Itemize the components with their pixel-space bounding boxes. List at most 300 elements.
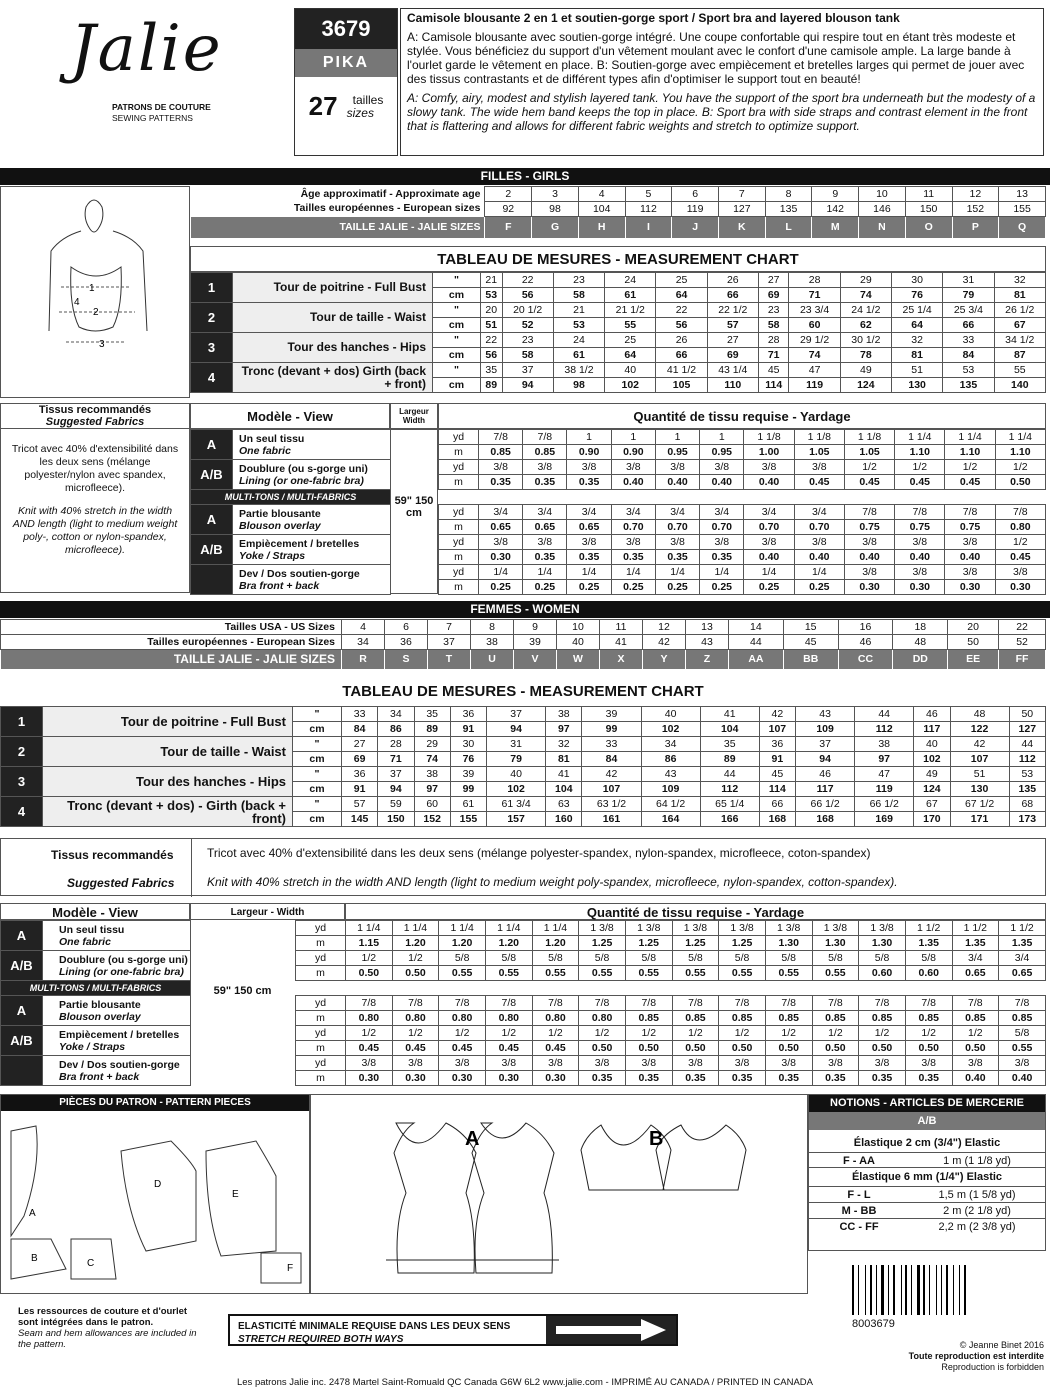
yardage-cell: 1/2 — [895, 460, 945, 475]
yardage-cell: 1/4 — [700, 565, 744, 580]
unit-cell: m — [296, 1011, 346, 1026]
measure-cell: 97 — [414, 782, 450, 797]
measure-cell: 71 — [758, 348, 788, 363]
yardage-cell: 3/4 — [700, 505, 744, 520]
girls-chart-title: TABLEAU DE MESURES - MEASUREMENT CHART — [190, 246, 1046, 272]
eu-cell: 135 — [765, 202, 812, 217]
measure-cell: 87 — [994, 348, 1045, 363]
women-size-cell: U — [471, 650, 514, 670]
measure-cell: 43 — [796, 707, 855, 722]
measure-cell: 61 — [553, 348, 604, 363]
measure-cell: 170 — [914, 812, 950, 827]
yardage-label-en: Bra front + back — [59, 1070, 140, 1083]
women-size-cell: Z — [686, 650, 729, 670]
yardage-cell: 0.85 — [672, 1011, 719, 1026]
barcode-bar — [891, 1265, 892, 1315]
unit-cell: m — [296, 1071, 346, 1086]
measure-cell: 50 — [1009, 707, 1045, 722]
yardage-cell: 7/8 — [952, 996, 999, 1011]
barcode-bar — [967, 1265, 968, 1315]
measure-cell: 76 — [892, 288, 943, 303]
yardage-cell: 7/8 — [999, 996, 1046, 1011]
yardage-cell: 0.25 — [611, 580, 655, 595]
measure-cell: 168 — [796, 812, 855, 827]
unit-cell: m — [439, 580, 479, 595]
measure-cell: 99 — [450, 782, 486, 797]
women-size-cell: 12 — [643, 620, 686, 635]
yardage-cell: 0.25 — [744, 580, 794, 595]
women-size-label: Tailles USA - US Sizes — [1, 620, 342, 635]
measure-cell: 20 1/2 — [502, 303, 553, 318]
measure-cell: 40 — [605, 363, 656, 378]
yardage-cell: 0.45 — [895, 475, 945, 490]
yardage-cell: 1 3/8 — [672, 921, 719, 936]
yardage-cell: 5/8 — [485, 951, 532, 966]
measure-cell: 67 — [994, 318, 1045, 333]
pattern-pieces-icon — [1, 1111, 309, 1293]
measure-cell: 26 1/2 — [994, 303, 1045, 318]
yardage-cell: 0.85 — [812, 1011, 859, 1026]
yardage-cell: 3/8 — [532, 1056, 579, 1071]
yardage-cell: 1/2 — [952, 1026, 999, 1041]
yardage-cell: 3/4 — [794, 505, 844, 520]
yardage-label — [43, 1056, 191, 1086]
women-size-cell: 4 — [342, 620, 385, 635]
yardage-cell: 3/8 — [812, 1056, 859, 1071]
measure-cell: 67 1/2 — [950, 797, 1009, 812]
unit-cell: yd — [439, 460, 479, 475]
measure-cell: 42 — [950, 737, 1009, 752]
measure-cell: 161 — [582, 812, 641, 827]
unit-cell: yd — [296, 1056, 346, 1071]
yardage-cell: 1 1/8 — [794, 430, 844, 445]
logo-subtitle — [112, 102, 211, 124]
width-spacer — [391, 460, 439, 490]
elastic-length: 1,5 m (1 5/8 yd) — [938, 1189, 1016, 1201]
age-cell: 9 — [812, 187, 859, 202]
yardage-cell: 0.65 — [479, 520, 523, 535]
measure-cell: 107 — [582, 782, 641, 797]
measure-number: 1 — [1, 707, 43, 737]
women-size-cell: FF — [999, 650, 1046, 670]
measure-cell: 89 — [481, 378, 503, 393]
measure-cell: 32 — [994, 273, 1045, 288]
measure-cell: 34 — [641, 737, 700, 752]
measure-cell: 56 — [656, 318, 707, 333]
measure-cell: 127 — [1009, 722, 1045, 737]
unit-cell: cm — [433, 288, 481, 303]
measure-cell: 79 — [943, 288, 994, 303]
yardage-cell: 1/4 — [744, 565, 794, 580]
barcode-bar — [878, 1265, 879, 1315]
women-size-cell: 46 — [838, 635, 893, 650]
women-size-cell: 10 — [557, 620, 600, 635]
measure-cell: 124 — [914, 782, 950, 797]
yardage-cell: 7/8 — [346, 996, 393, 1011]
unit-cell: " — [433, 273, 481, 288]
measure-cell: 21 — [553, 303, 604, 318]
yardage-label — [43, 1026, 191, 1056]
yardage-label — [233, 565, 391, 595]
yardage-cell: 5/8 — [439, 951, 486, 966]
yardage-cell: 1/4 — [567, 565, 611, 580]
yardage-cell: 1 — [611, 430, 655, 445]
yardage-label-fr: Empiècement / bretelles — [239, 537, 360, 550]
yardage-cell: 0.85 — [719, 1011, 766, 1026]
measure-cell: 43 — [641, 767, 700, 782]
seam-note-en: Seam and hem allowances are included in the pattern. — [18, 1328, 197, 1350]
barcode-bar — [955, 1265, 958, 1315]
yardage-label — [233, 460, 391, 490]
yardage-cell: 0.25 — [523, 580, 567, 595]
notions-sub: A/B — [809, 1112, 1045, 1130]
measure-cell: 39 — [450, 767, 486, 782]
women-size-cell: Y — [643, 650, 686, 670]
unit-cell: m — [296, 1041, 346, 1056]
yardage-cell: 3/8 — [844, 565, 894, 580]
yardage-cell: 0.70 — [655, 520, 699, 535]
yardage-cell: 0.70 — [794, 520, 844, 535]
unit-cell: " — [293, 707, 342, 722]
description-en: A: Comfy, airy, modest and stylish layered tank. You have the support of the sport bra underneath but the modesty of a slowy tank. The wide hem band keeps the top in place. B: Sport bra with side straps and contrast element in the front that is flattering and allows for different fabric weights and stretch to optimize support. — [407, 91, 1036, 133]
measure-cell: 110 — [707, 378, 758, 393]
yardage-cell: 0.55 — [672, 966, 719, 981]
yardage-cell: 1/4 — [611, 565, 655, 580]
age-cell: 5 — [625, 187, 672, 202]
measure-label: Tour de taille - Waist — [43, 737, 293, 767]
yardage-cell: 0.80 — [392, 1011, 439, 1026]
women-size-cell: 9 — [514, 620, 557, 635]
measure-cell: 25 1/4 — [892, 303, 943, 318]
girls-meas-table — [190, 272, 1046, 393]
measure-cell: 164 — [641, 812, 700, 827]
measure-cell: 34 1/2 — [994, 333, 1045, 348]
unit-cell: " — [433, 303, 481, 318]
yardage-label-en: Bra front + back — [239, 579, 320, 592]
yardage-cell: 3/8 — [346, 1056, 393, 1071]
measure-cell: 58 — [758, 318, 788, 333]
yardage-cell: 3/8 — [794, 460, 844, 475]
unit-cell: cm — [433, 318, 481, 333]
measure-cell: 84 — [943, 348, 994, 363]
measure-cell: 23 3/4 — [789, 303, 840, 318]
girls-yardage-header: Quantité de tissu requise - Yardage — [438, 403, 1046, 429]
yardage-cell: 7/8 — [485, 996, 532, 1011]
garment-sketch-icon — [311, 1095, 807, 1293]
yardage-cell: 1/2 — [719, 1026, 766, 1041]
women-yard-table — [0, 920, 1046, 1086]
measure-cell: 102 — [914, 752, 950, 767]
measure-cell: 33 — [943, 333, 994, 348]
barcode-bar — [962, 1265, 963, 1315]
unit-cell: m — [296, 966, 346, 981]
measure-number: 3 — [1, 767, 43, 797]
women-width-value: 59" 150 cm — [213, 985, 272, 997]
description-box — [400, 8, 1044, 156]
unit-cell: yd — [439, 535, 479, 550]
yardage-cell: 5/8 — [625, 951, 672, 966]
yardage-cell: 1 1/4 — [995, 430, 1045, 445]
measure-cell: 32 — [892, 333, 943, 348]
women-size-cell: 22 — [999, 620, 1046, 635]
measure-cell: 166 — [700, 812, 759, 827]
yardage-cell: 3/8 — [567, 460, 611, 475]
measure-cell: 21 — [481, 273, 503, 288]
yardage-cell: 0.35 — [579, 1071, 626, 1086]
yardage-cell: 1.35 — [905, 936, 952, 951]
girls-section-header: FILLES - GIRLS — [0, 168, 1050, 185]
width-spacer — [391, 505, 439, 535]
yardage-cell: 0.30 — [995, 580, 1045, 595]
barcode-bar — [893, 1265, 895, 1315]
measure-cell: 57 — [342, 797, 378, 812]
women-view-header: Modèle - View — [0, 903, 190, 920]
age-cell: 12 — [952, 187, 999, 202]
measure-cell: 67 — [914, 797, 950, 812]
garment-views — [310, 1094, 808, 1294]
measure-cell: 23 — [758, 303, 788, 318]
yardage-cell: 1.25 — [719, 936, 766, 951]
address-line: Les patrons Jalie inc. 2478 Martel Saint-Romuald QC Canada G6W 6L2 www.jalie.com - IMPRIMÉ AU CANADA / PRINTED IN CANADA — [236, 1377, 813, 1388]
unit-cell: m — [296, 936, 346, 951]
unit-cell: cm — [433, 378, 481, 393]
yardage-cell: 0.50 — [995, 475, 1045, 490]
barcode-bar — [913, 1265, 915, 1315]
women-size-cell: 16 — [838, 620, 893, 635]
measure-cell: 69 — [758, 288, 788, 303]
women-size-cell: 42 — [643, 635, 686, 650]
view-cell: A/B — [1, 951, 43, 981]
yardage-cell: 0.35 — [765, 1071, 812, 1086]
yardage-cell: 1/4 — [794, 565, 844, 580]
girls-yardage-table — [190, 429, 1046, 595]
yardage-cell: 0.35 — [567, 550, 611, 565]
barcode-bar — [931, 1265, 934, 1315]
girls-fabric-header: Tissus recommandés — [38, 404, 152, 416]
measure-cell: 78 — [840, 348, 891, 363]
measure-cell: 22 — [656, 303, 707, 318]
yardage-cell: 0.35 — [905, 1071, 952, 1086]
multi-fabrics-label: MULTI-TONS / MULTI-FABRICS — [191, 490, 391, 505]
measure-cell: 74 — [840, 288, 891, 303]
barcode-bar — [881, 1265, 884, 1315]
yardage-cell: 0.45 — [532, 1041, 579, 1056]
yardage-cell: 0.30 — [439, 1071, 486, 1086]
measure-cell: 48 — [950, 707, 1009, 722]
yardage-cell: 1 1/2 — [999, 921, 1046, 936]
unit-cell: cm — [293, 752, 342, 767]
measure-cell: 55 — [605, 318, 656, 333]
elastic-2cm: Élastique 2 cm (3/4") Elastic — [853, 1137, 1001, 1149]
measure-cell: 37 — [502, 363, 553, 378]
yardage-label-en: Lining (or one-fabric bra) — [239, 474, 364, 487]
measure-cell: 91 — [342, 782, 378, 797]
yardage-cell: 1 3/8 — [579, 921, 626, 936]
measure-cell: 102 — [487, 782, 546, 797]
measure-cell: 37 — [487, 707, 546, 722]
measure-cell: 135 — [1009, 782, 1045, 797]
yardage-cell: 3/8 — [999, 1056, 1046, 1071]
unit-cell: cm — [433, 348, 481, 363]
yardage-cell: 1/2 — [439, 1026, 486, 1041]
yardage-cell: 0.40 — [744, 550, 794, 565]
age-cell: 6 — [672, 187, 719, 202]
measure-cell: 58 — [502, 348, 553, 363]
yardage-cell: 1/2 — [532, 1026, 579, 1041]
measure-label: Tour des hanches - Hips — [233, 333, 433, 363]
barcode-bar — [923, 1265, 925, 1315]
measure-cell: 40 — [914, 737, 950, 752]
measure-cell: 150 — [378, 812, 414, 827]
girls-yard-table — [190, 429, 1046, 595]
measure-cell: 44 — [700, 767, 759, 782]
yardage-cell: 3/8 — [479, 460, 523, 475]
measure-cell: 26 — [707, 273, 758, 288]
width-spacer — [391, 430, 439, 460]
measure-cell: 89 — [414, 722, 450, 737]
yardage-cell: 0.45 — [844, 475, 894, 490]
yardage-cell: 3/8 — [523, 460, 567, 475]
measure-cell: 91 — [759, 752, 795, 767]
yardage-cell: 1 3/8 — [719, 921, 766, 936]
notions-box — [808, 1094, 1046, 1251]
yardage-cell: 0.55 — [765, 966, 812, 981]
yardage-cell: 7/8 — [479, 430, 523, 445]
yardage-cell: 5/8 — [579, 951, 626, 966]
barcode-bar — [927, 1265, 928, 1315]
measure-cell: 68 — [1009, 797, 1045, 812]
barcode-bar — [953, 1265, 954, 1315]
women-yardage-header: Quantité de tissu requise - Yardage — [345, 903, 1046, 920]
yardage-cell: 3/4 — [611, 505, 655, 520]
measure-cell: 38 — [546, 707, 582, 722]
measure-cell: 31 — [943, 273, 994, 288]
yardage-cell: 0.95 — [655, 445, 699, 460]
measure-cell: 94 — [796, 752, 855, 767]
measure-cell: 53 — [481, 288, 503, 303]
yardage-cell: 0.80 — [346, 1011, 393, 1026]
yardage-cell: 1/2 — [765, 1026, 812, 1041]
measure-cell: 36 — [342, 767, 378, 782]
measure-cell: 94 — [487, 722, 546, 737]
barcode-bar — [870, 1265, 872, 1315]
measure-cell: 71 — [378, 752, 414, 767]
copyright — [909, 1340, 1044, 1373]
yardage-cell: 0.50 — [625, 1041, 672, 1056]
measure-cell: 57 — [707, 318, 758, 333]
measure-cell: 114 — [759, 782, 795, 797]
pieces-header: PIÈCES DU PATRON - PATTERN PIECES — [1, 1095, 309, 1111]
yardage-cell: 0.60 — [905, 966, 952, 981]
measure-cell: 62 — [840, 318, 891, 333]
measure-cell: 109 — [641, 782, 700, 797]
jalie-size-cell: H — [578, 217, 625, 239]
yardage-cell: 1.25 — [672, 936, 719, 951]
measure-cell: 168 — [759, 812, 795, 827]
view-cell — [1, 1056, 43, 1086]
description-title: Camisole blousante 2 en 1 et soutien-gorge sport / Sport bra and layered blouson tank — [407, 11, 900, 25]
eu-label: Tailles européennes - European sizes — [293, 202, 481, 215]
yardage-cell: 1/2 — [392, 951, 439, 966]
measure-cell: 84 — [582, 752, 641, 767]
yardage-cell: 1 1/8 — [744, 430, 794, 445]
yardage-cell: 1/2 — [579, 1026, 626, 1041]
elastic-length: 1 m (1 1/8 yd) — [943, 1155, 1011, 1167]
jalie-size-cell: I — [625, 217, 672, 239]
barcode-bar — [944, 1265, 945, 1315]
yardage-cell: 1 1/4 — [485, 921, 532, 936]
women-chart-title: TABLEAU DE MESURES - MEASUREMENT CHART — [342, 683, 704, 700]
yardage-cell: 0.45 — [995, 550, 1045, 565]
age-cell: 4 — [578, 187, 625, 202]
yardage-cell: 3/8 — [765, 1056, 812, 1071]
yardage-cell: 0.85 — [765, 1011, 812, 1026]
yardage-cell: 7/8 — [719, 996, 766, 1011]
yardage-cell: 0.85 — [625, 1011, 672, 1026]
measure-cell: 22 — [481, 333, 503, 348]
barcode-bar — [946, 1265, 948, 1315]
women-section-header: FEMMES - WOMEN — [0, 601, 1050, 618]
unit-cell: " — [293, 797, 342, 812]
measure-cell: 36 — [450, 707, 486, 722]
yardage-cell: 0.45 — [392, 1041, 439, 1056]
yardage-cell: 7/8 — [579, 996, 626, 1011]
repro-en: Reproduction is forbidden — [941, 1362, 1044, 1372]
yardage-cell: 5/8 — [765, 951, 812, 966]
jalie-size-label: TAILLE JALIE - JALIE SIZES — [191, 217, 485, 239]
yardage-cell: 0.55 — [485, 966, 532, 981]
measure-cell: 28 — [789, 273, 840, 288]
yardage-cell: 0.65 — [999, 966, 1046, 981]
measure-cell: 155 — [450, 812, 486, 827]
view-a-label: A — [465, 1128, 480, 1150]
yardage-cell: 0.25 — [700, 580, 744, 595]
measure-cell: 81 — [546, 752, 582, 767]
measure-cell: 140 — [994, 378, 1045, 393]
yardage-cell: 1.20 — [392, 936, 439, 951]
measure-cell: 104 — [700, 722, 759, 737]
yardage-cell: 1 — [567, 430, 611, 445]
seam-note — [18, 1306, 198, 1350]
eu-cell: 152 — [952, 202, 999, 217]
measure-cell: 41 — [700, 707, 759, 722]
measure-cell: 24 1/2 — [840, 303, 891, 318]
yardage-cell: 3/8 — [625, 1056, 672, 1071]
women-meas-table — [0, 706, 1046, 827]
repro-fr: Toute reproduction est interdite — [908, 1351, 1044, 1361]
yardage-cell: 0.55 — [625, 966, 672, 981]
yardage-cell: 3/4 — [567, 505, 611, 520]
eu-cell: 150 — [905, 202, 952, 217]
yardage-cell: 1 1/2 — [952, 921, 999, 936]
measure-cell: 130 — [892, 378, 943, 393]
yardage-cell: 0.25 — [567, 580, 611, 595]
yardage-cell: 0.40 — [700, 475, 744, 490]
measure-cell: 97 — [855, 752, 914, 767]
measure-cell: 45 — [759, 767, 795, 782]
elastic-size: F - AA — [843, 1155, 875, 1167]
women-size-cell: 38 — [471, 635, 514, 650]
measure-cell: 25 — [605, 333, 656, 348]
yardage-label-fr: Doublure (ou s-gorge uni) — [239, 462, 368, 475]
measure-cell: 42 — [759, 707, 795, 722]
measure-cell: 112 — [700, 782, 759, 797]
unit-cell: m — [439, 520, 479, 535]
yardage-cell: 0.30 — [895, 580, 945, 595]
women-size-cell: S — [385, 650, 428, 670]
unit-cell: m — [439, 445, 479, 460]
yardage-cell: 3/8 — [439, 1056, 486, 1071]
